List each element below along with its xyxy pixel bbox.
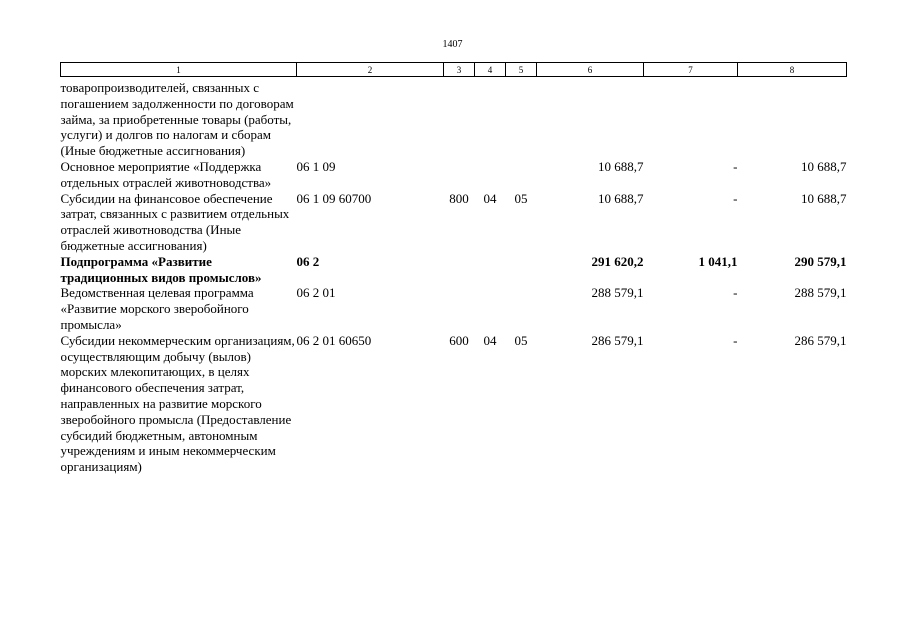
- table-row: [61, 77, 847, 159]
- row-section: [475, 77, 506, 159]
- row-section: [475, 159, 506, 191]
- row-code: 06 2: [296, 253, 320, 269]
- row-code: 06 2 01: [296, 285, 336, 301]
- table-body: [61, 77, 847, 475]
- row-section: [475, 285, 506, 332]
- row-expense-type: [444, 254, 475, 286]
- row-col8: [738, 77, 847, 159]
- table-row: [61, 333, 847, 475]
- column-number: 5: [506, 63, 537, 77]
- row-subsection: [506, 77, 537, 159]
- column-number-row: [61, 63, 847, 77]
- table-row: [61, 159, 847, 191]
- row-expense-type: 800: [449, 190, 469, 206]
- row-code: 06 2 01 60650: [296, 332, 372, 348]
- row-col8: 290 579,1: [794, 253, 847, 269]
- row-total: 288 579,1: [591, 285, 644, 301]
- row-subsection: 05: [514, 332, 528, 348]
- row-subsection: [506, 159, 537, 191]
- table-row: [61, 191, 847, 254]
- row-subsection: [506, 254, 537, 286]
- row-name: Подпрограмма «Развитие традиционных видов промыслов»: [60, 253, 262, 285]
- row-expense-type: [444, 77, 475, 159]
- column-number: 6: [537, 63, 644, 77]
- row-expense-type: [444, 285, 475, 332]
- row-total: 10 688,7: [598, 158, 644, 174]
- row-code: 06 1 09: [296, 158, 336, 174]
- row-subsection: 05: [514, 190, 528, 206]
- page-number: 1407: [442, 39, 463, 50]
- row-col8: 10 688,7: [801, 158, 847, 174]
- row-total: 286 579,1: [591, 332, 644, 348]
- row-section: [475, 254, 506, 286]
- row-name: Основное мероприятие «Поддержка отдельных отраслей животноводства»: [60, 158, 272, 190]
- row-section: 04: [483, 190, 497, 206]
- table-row: [61, 285, 847, 332]
- row-col7: -: [733, 332, 738, 348]
- row-expense-type: 600: [449, 332, 469, 348]
- row-subsection: [506, 285, 537, 332]
- row-col7: -: [733, 190, 738, 206]
- column-number: 1: [61, 63, 297, 77]
- row-name: Ведомственная целевая программа «Развитие морского зверобойного промысла»: [60, 285, 254, 332]
- row-total: 291 620,2: [591, 253, 644, 269]
- column-number: 7: [644, 63, 738, 77]
- row-name: Субсидии на финансовое обеспечение затрат, связанных с развитием отдельных отраслей животноводства (Иные бюджетные ассигнования): [60, 190, 290, 253]
- row-name: товаропроизводителей, связанных с погашением задолженности по договорам займа, за приобретенные товары (работы, услуги) и долгов по налогам и сборам (Иные бюджетные ассигнования): [60, 80, 294, 159]
- row-col8: 286 579,1: [794, 332, 847, 348]
- row-col7: -: [733, 158, 738, 174]
- row-section: 04: [483, 332, 497, 348]
- row-col7: 1 041,1: [698, 253, 738, 269]
- row-expense-type: [444, 159, 475, 191]
- column-number: 3: [444, 63, 475, 77]
- row-total: 10 688,7: [598, 190, 644, 206]
- row-col8: 288 579,1: [794, 285, 847, 301]
- column-number: 8: [738, 63, 847, 77]
- row-code: 06 1 09 60700: [296, 190, 372, 206]
- table-row: [61, 254, 847, 286]
- row-col7: -: [733, 285, 738, 301]
- column-number: 2: [297, 63, 444, 77]
- row-total: [537, 77, 644, 159]
- row-col7: [644, 77, 738, 159]
- row-code: [297, 77, 444, 159]
- budget-table: [60, 62, 847, 475]
- column-number: 4: [475, 63, 506, 77]
- row-col8: 10 688,7: [801, 190, 847, 206]
- row-name: Субсидии некоммерческим организациям, осуществляющим добычу (вылов) морских млекопитающих, в целях финансового обеспечения затрат, направленных на развитие морского зверобойного промысла (Предоставление субсидий бюджетным, автономным учреждениям и иным некоммерческим организациям): [60, 332, 295, 475]
